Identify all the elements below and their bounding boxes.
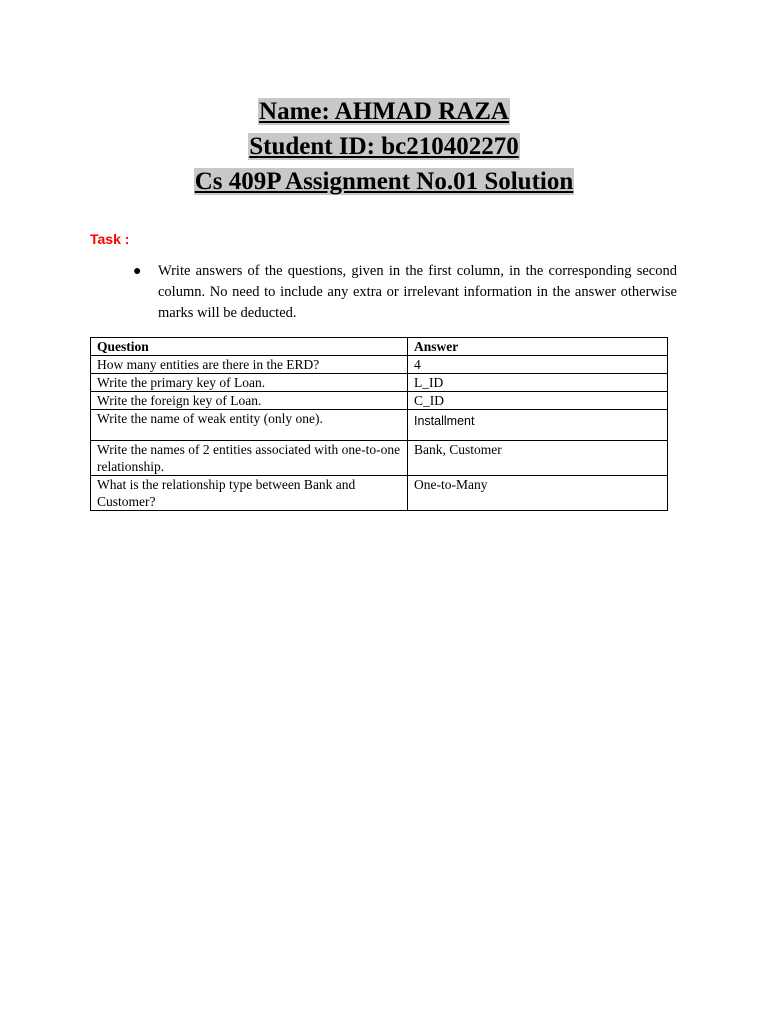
task-label: Task : bbox=[90, 231, 130, 247]
table-row bbox=[91, 374, 668, 392]
answer-cell: 4 bbox=[408, 356, 668, 374]
answer-cell: One-to-Many bbox=[408, 476, 668, 511]
name-line: Name: AHMAD RAZA bbox=[259, 98, 509, 125]
bullet-icon: ● bbox=[133, 264, 142, 279]
table-header-row bbox=[91, 338, 668, 356]
table-row bbox=[91, 410, 668, 441]
table-row bbox=[91, 356, 668, 374]
question-cell: Write the name of weak entity (only one). bbox=[91, 410, 408, 441]
answer-cell: Bank, Customer bbox=[408, 441, 668, 476]
question-cell: What is the relationship type between Bank and Customer? bbox=[91, 476, 408, 511]
column-header-question: Question bbox=[91, 338, 408, 356]
document-header bbox=[0, 94, 768, 199]
assignment-title-line: Cs 409P Assignment No.01 Solution bbox=[194, 168, 574, 195]
table-row bbox=[91, 392, 668, 410]
task-instruction bbox=[133, 261, 677, 324]
answer-cell: L_ID bbox=[408, 374, 668, 392]
column-header-answer: Answer bbox=[408, 338, 668, 356]
question-cell: Write the foreign key of Loan. bbox=[91, 392, 408, 410]
qa-table bbox=[90, 337, 668, 511]
table-row bbox=[91, 441, 668, 476]
table-row bbox=[91, 476, 668, 511]
question-cell: Write the primary key of Loan. bbox=[91, 374, 408, 392]
student-id-line: Student ID: bc210402270 bbox=[249, 133, 519, 160]
answer-text: Installment bbox=[414, 414, 475, 428]
question-cell: Write the names of 2 entities associated with one-to-one relationship. bbox=[91, 441, 408, 476]
answer-cell: C_ID bbox=[408, 392, 668, 410]
instruction-text: Write answers of the questions, given in the first column, in the corresponding second column. No need to include any extra or irrelevant information in the answer otherwise marks will be deducted. bbox=[158, 263, 677, 321]
answer-cell bbox=[408, 410, 668, 441]
question-cell: How many entities are there in the ERD? bbox=[91, 356, 408, 374]
